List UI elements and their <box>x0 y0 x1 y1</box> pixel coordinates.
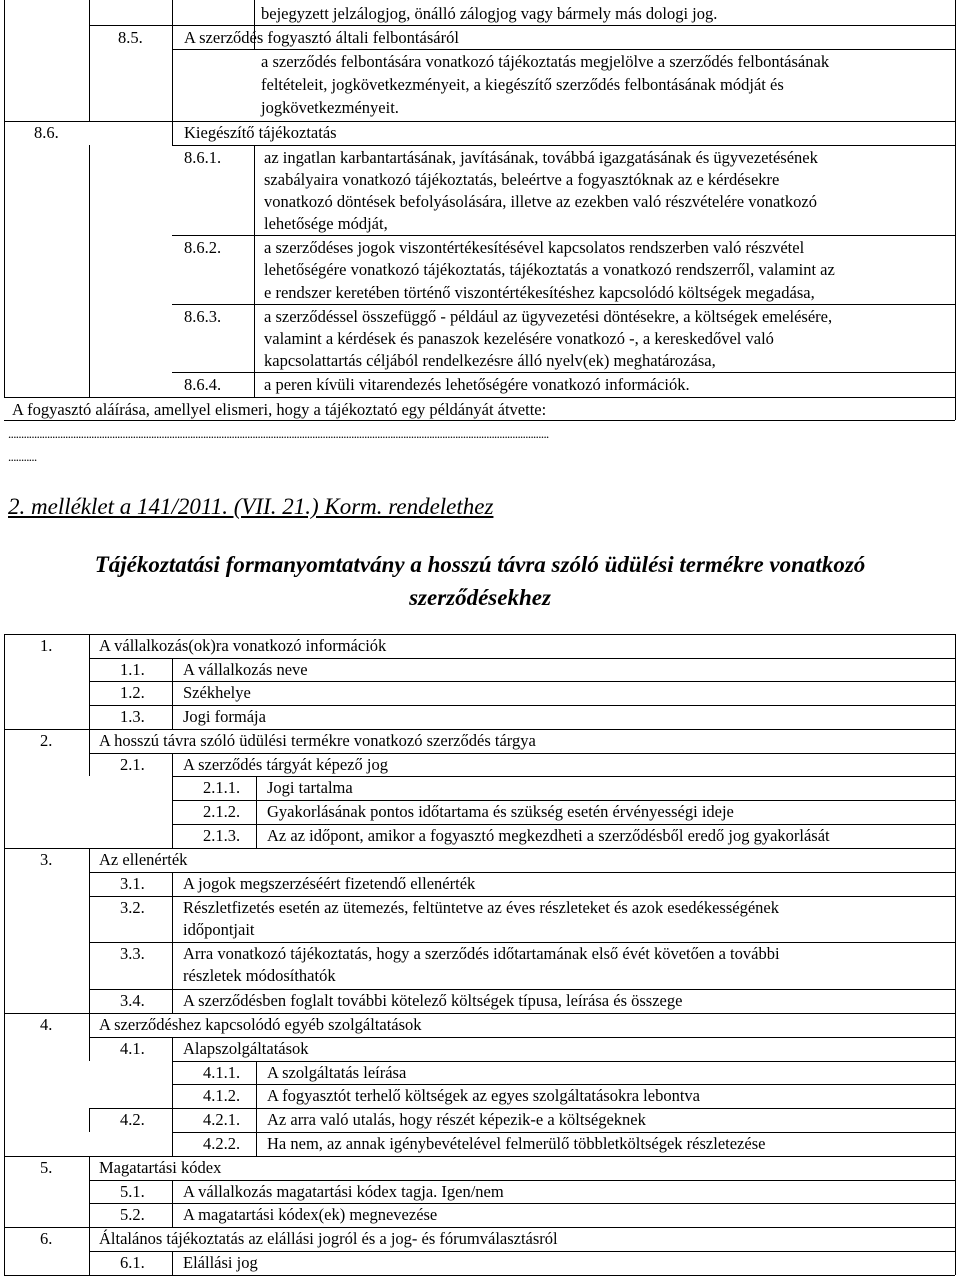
form-title-line: szerződésekhez <box>409 585 551 610</box>
row-text: A szerződésben foglalt további kötelező költségek típusa, leírása és összege <box>183 991 683 1010</box>
row-number: 2.1.2. <box>203 802 241 821</box>
table-border <box>89 634 90 658</box>
table-border <box>172 235 955 236</box>
row-text: Jogi tartalma <box>267 778 353 797</box>
table-border <box>89 1203 90 1227</box>
table-border <box>89 0 90 121</box>
table-border <box>172 145 955 146</box>
row-text: A szolgáltatás leírása <box>267 1063 407 1082</box>
table-border <box>89 848 90 872</box>
row-number: 8.6.2. <box>184 238 222 257</box>
row-text: Arra vonatkozó tájékoztatás, hogy a szerződés időtartamának első évét követően a további <box>183 944 780 963</box>
row-text: Magatartási kódex <box>99 1158 222 1177</box>
table-border <box>172 1203 173 1227</box>
row-text: részletek módosíthatók <box>183 966 336 985</box>
table-border <box>4 634 5 1275</box>
table-border <box>89 658 90 681</box>
table-border <box>172 800 173 824</box>
row-text: szabályaira vonatkozó tájékoztatás, beleértve a fogyasztóknak az e kérdésekre <box>264 170 780 189</box>
row-number: 8.6. <box>34 123 59 142</box>
table-border <box>172 824 173 848</box>
row-text: a szerződés felbontására vonatkozó tájékoztatás megjelölve a szerződés felbontásának <box>261 52 830 71</box>
table-border <box>256 1108 257 1132</box>
signature-line: ................................................................................................................................................................................................................ <box>8 427 549 441</box>
row-number: 3.2. <box>120 898 145 917</box>
table-border <box>172 1251 173 1275</box>
table-border <box>172 0 173 145</box>
table-border <box>172 372 955 373</box>
row-number: 3.4. <box>120 991 145 1010</box>
row-number: 8.5. <box>118 28 143 47</box>
row-number: 4.1.2. <box>203 1086 241 1105</box>
table-border <box>89 705 90 729</box>
row-number: 6.1. <box>120 1253 145 1272</box>
table-border <box>89 896 90 942</box>
row-number: 3.1. <box>120 874 145 893</box>
row-text: Részletfizetés esetén az ütemezés, feltüntetve az éves részleteket és azok esedékességének <box>183 898 779 917</box>
row-text: valamint a kérdések és panaszok kezelésére vonatkozó -, a kereskedővel való <box>264 329 774 348</box>
table-border <box>256 824 257 848</box>
table-border <box>172 681 173 705</box>
row-text: bejegyzett jelzálogjog, önálló zálogjog vagy bármely más dologi jog. <box>261 4 718 23</box>
annex-title: 2. melléklet a 141/2011. (VII. 21.) Korm. rendelethez <box>8 494 494 519</box>
row-text: Gyakorlásának pontos időtartama és szükség esetén érvényességi ideje <box>267 802 734 821</box>
row-number: 2.1.3. <box>203 826 241 845</box>
table-border <box>172 896 173 942</box>
row-text: vonatkozó döntések befolyásolására, illetve az ezekben való részvételére vonatkozó <box>264 192 817 211</box>
row-number: 5.2. <box>120 1205 145 1224</box>
row-number: 1.2. <box>120 683 145 702</box>
form-title <box>0 548 960 614</box>
row-text: A vállalkozás neve <box>183 660 308 679</box>
table-border <box>256 1084 257 1108</box>
table-border <box>4 0 5 397</box>
table-border <box>89 145 90 397</box>
table-border <box>89 1227 90 1251</box>
table-border <box>89 1108 90 1132</box>
table-border <box>89 753 90 776</box>
row-text: A szerződéshez kapcsolódó egyéb szolgáltatások <box>99 1015 422 1034</box>
row-text: e rendszer keretében történő viszontértékesítéshez kapcsolódó költségek megadása, <box>264 283 815 302</box>
table-border <box>89 942 90 989</box>
table-border <box>172 1132 173 1156</box>
table-border <box>89 872 90 896</box>
table-border <box>172 304 955 305</box>
table-border <box>172 1061 173 1084</box>
row-number: 2.1.1. <box>203 778 241 797</box>
row-text: Ha nem, az annak igénybevételével felmerülő többletköltségek részletezése <box>267 1134 766 1153</box>
row-number: 4.1.1. <box>203 1063 241 1082</box>
table-border <box>955 0 956 420</box>
table-border <box>172 753 173 776</box>
row-number: 2.1. <box>120 755 145 774</box>
table-border <box>89 1180 90 1203</box>
row-number: 4.1. <box>120 1039 145 1058</box>
table-border <box>172 658 173 681</box>
row-text: Az ellenérték <box>99 850 188 869</box>
row-text: A magatartási kódex(ek) megnevezése <box>183 1205 438 1224</box>
table-border <box>172 1084 173 1108</box>
row-text: Jogi formája <box>183 707 266 726</box>
table-border <box>254 145 255 397</box>
row-text: Kiegészítő tájékoztatás <box>184 123 337 142</box>
table-border <box>172 942 173 989</box>
table-border <box>89 681 90 705</box>
table-border <box>955 634 956 1275</box>
table-border <box>172 1037 173 1061</box>
row-number: 1.3. <box>120 707 145 726</box>
table-border <box>89 25 955 26</box>
table-border <box>172 705 173 729</box>
row-text: Általános tájékoztatás az elállási jogról és a jog- és fórumválasztásról <box>99 1229 558 1248</box>
row-text: a szerződéses jogok viszontértékesítésével kapcsolatos rendszerben való részvétel <box>264 238 805 257</box>
table-border <box>256 1061 257 1084</box>
row-number: 8.6.1. <box>184 148 222 167</box>
table-border <box>89 1251 90 1275</box>
table-border <box>89 729 90 753</box>
row-number: 8.6.3. <box>184 307 222 326</box>
row-text: időpontjait <box>183 920 255 939</box>
row-number: 3.3. <box>120 944 145 963</box>
table-border <box>256 776 257 800</box>
row-number: 2. <box>40 731 53 750</box>
table-border <box>172 989 173 1013</box>
row-text: A vállalkozás(ok)ra vonatkozó információk <box>99 636 387 655</box>
row-text: a szerződéssel összefüggő - például az ügyvezetési döntésekre, a költségek emelésére, <box>264 307 833 326</box>
row-text: lehetőségére vonatkozó tájékoztatás, tájékoztatás a vonatkozó rendszerről, valamint az <box>264 260 835 279</box>
row-number: 4.2. <box>120 1110 145 1129</box>
table-border <box>4 121 955 122</box>
row-number: 1.1. <box>120 660 145 679</box>
row-text: A vállalkozás magatartási kódex tagja. Igen/nem <box>183 1182 504 1201</box>
table-border <box>89 1156 90 1180</box>
table-border <box>89 989 90 1013</box>
row-text: jogkövetkezményeit. <box>261 98 399 117</box>
row-text: Az arra való utalás, hogy részét képezik-e a költségeknek <box>267 1110 646 1129</box>
signature-text: A fogyasztó aláírása, amellyel elismeri, hogy a tájékoztató egy példányát átvette: <box>12 400 547 419</box>
row-text: A szerződés tárgyát képező jog <box>183 755 388 774</box>
row-number: 3. <box>40 850 53 869</box>
table-border <box>172 872 173 896</box>
row-text: az ingatlan karbantartásának, javításának, továbbá igazgatásának és ügyvezetésének <box>264 148 818 167</box>
row-number: 8.6.4. <box>184 375 222 394</box>
table-border <box>172 49 955 50</box>
row-text: feltételeit, jogkövetkezményeit, a kiegészítő szerződés felbontásának módját és <box>261 75 784 94</box>
row-text: Az az időpont, amikor a fogyasztó megkezdheti a szerződésből eredő jog gyakorlását <box>267 826 830 845</box>
row-text: lehetősége módját, <box>264 214 388 233</box>
row-number: 4.2.1. <box>203 1110 241 1129</box>
form-title-line: Tájékoztatási formanyomtatvány a hosszú távra szóló üdülési termékre vonatkozó <box>94 552 866 577</box>
row-number: 4.2.2. <box>203 1134 241 1153</box>
row-text: a peren kívüli vitarendezés lehetőségére vonatkozó információk. <box>264 375 690 394</box>
row-text: kapcsolattartás céljából rendelkezésre álló nyelv(ek) meghatározása, <box>264 351 716 370</box>
row-text: A fogyasztót terhelő költségek az egyes szolgáltatásokra lebontva <box>267 1086 700 1105</box>
row-text: A hosszú távra szóló üdülési termékre vonatkozó szerződés tárgya <box>99 731 536 750</box>
table-border <box>89 1037 90 1061</box>
row-text: Elállási jog <box>183 1253 258 1272</box>
table-border <box>256 800 257 824</box>
row-text: A szerződés fogyasztó általi felbontásáról <box>184 28 459 47</box>
table-border <box>172 1180 173 1203</box>
table-border <box>4 397 955 398</box>
row-number: 5. <box>40 1158 53 1177</box>
signature-line: ........... <box>8 450 37 464</box>
row-text: Székhelye <box>183 683 251 702</box>
row-text: A jogok megszerzéséért fizetendő ellenérték <box>183 874 476 893</box>
table-border <box>256 1132 257 1156</box>
row-text: Alapszolgáltatások <box>183 1039 309 1058</box>
row-number: 1. <box>40 636 53 655</box>
table-border <box>89 1013 90 1037</box>
table-border <box>172 776 173 800</box>
row-number: 6. <box>40 1229 53 1248</box>
row-number: 5.1. <box>120 1182 145 1201</box>
row-number: 4. <box>40 1015 53 1034</box>
table-border <box>172 1108 173 1132</box>
